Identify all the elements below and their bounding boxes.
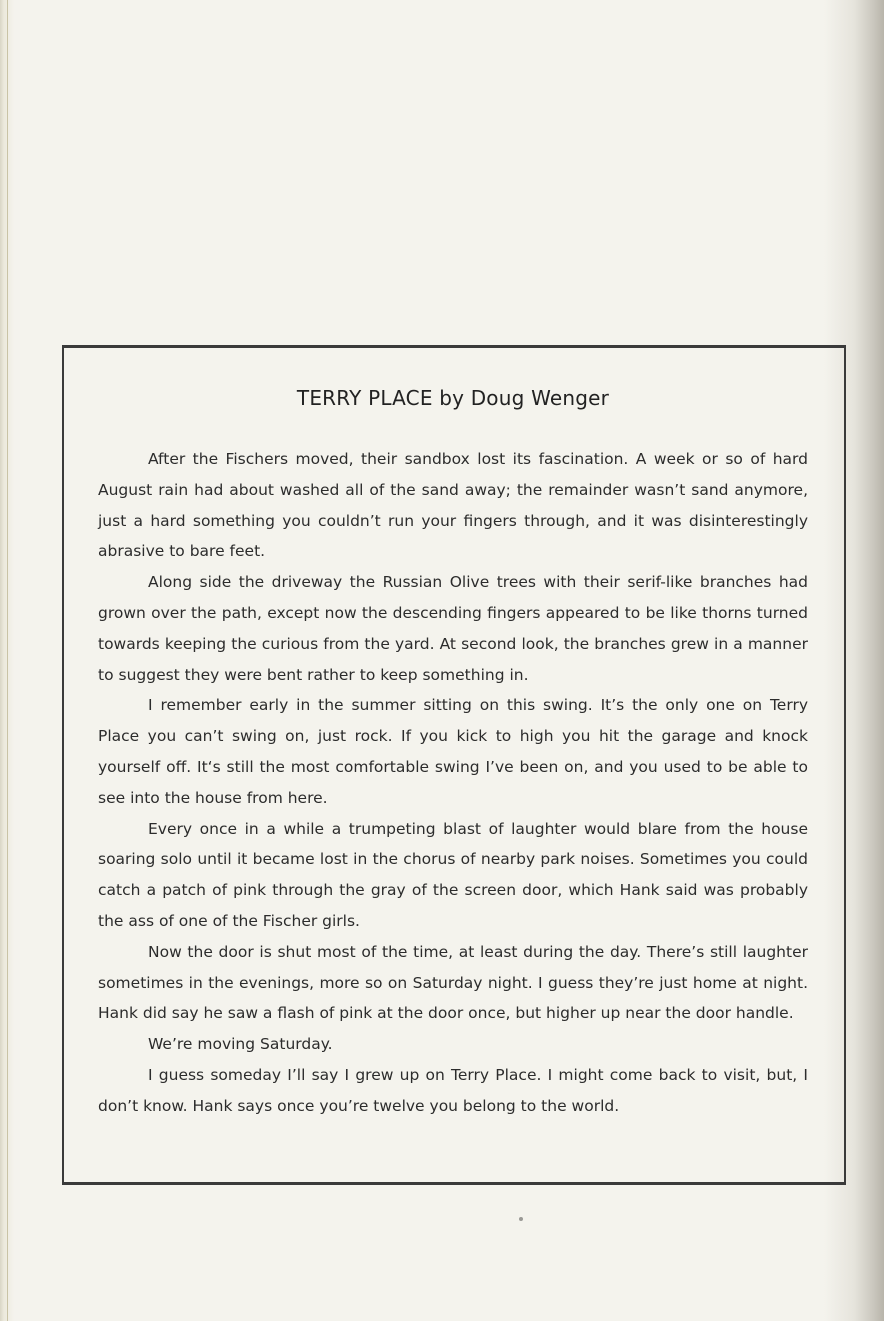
story-body [98,444,808,1122]
paragraph-3: I remember early in the summer sitting on this swing. It’s the only one on Terry Place you can’t swing on, just rock. If you kick to high you hit the garage and knock yourself off. It‘s still the most comfortable swing I’ve been on, and you used to be able to see into the house from here. [98,696,808,807]
spine-line [7,0,8,1321]
paragraph-5: Now the door is shut most of the time, at least during the day. There’s still laughter sometimes in the evenings, more so on Saturday night. I guess they’re just home at night. Hank did say he saw a flash of pink at the door once, but higher up near the door handle. [98,942,808,1023]
paragraph-1: After the Fischers moved, their sandbox lost its fascination. A week or so of hard August rain had about washed all of the sand away; the remainder wasn’t sand anymore, just a hard something you couldn’t run your fingers through, and it was disinterestingly abrasive to bare feet. [98,450,808,561]
paragraph-2: Along side the driveway the Russian Olive trees with their serif-like branches had grown over the path, except now the descending fingers appeared to be like thorns turned towards keeping the curious from the yard. At second look, the branches grew in a manner to suggest they were bent rather to keep something in. [98,573,808,684]
paragraph-4: Every once in a while a trumpeting blast of laughter would blare from the house soaring solo until it became lost in the chorus of nearby park noises. Sometimes you could catch a patch of pink through the gray of the screen door, which Hank said was probably the ass of one of the Fischer girls. [98,819,808,930]
page-mark-dot [519,1217,523,1221]
paragraph-6: We’re moving Saturday. [148,1035,333,1054]
paragraph-7: I guess someday I’ll say I grew up on Terry Place. I might come back to visit, but, I don’t know. Hank says once you’re twelve you belong to the world. [98,1065,808,1115]
story-frame [62,345,846,1185]
story-title: TERRY PLACE by Doug Wenger [296,386,610,410]
